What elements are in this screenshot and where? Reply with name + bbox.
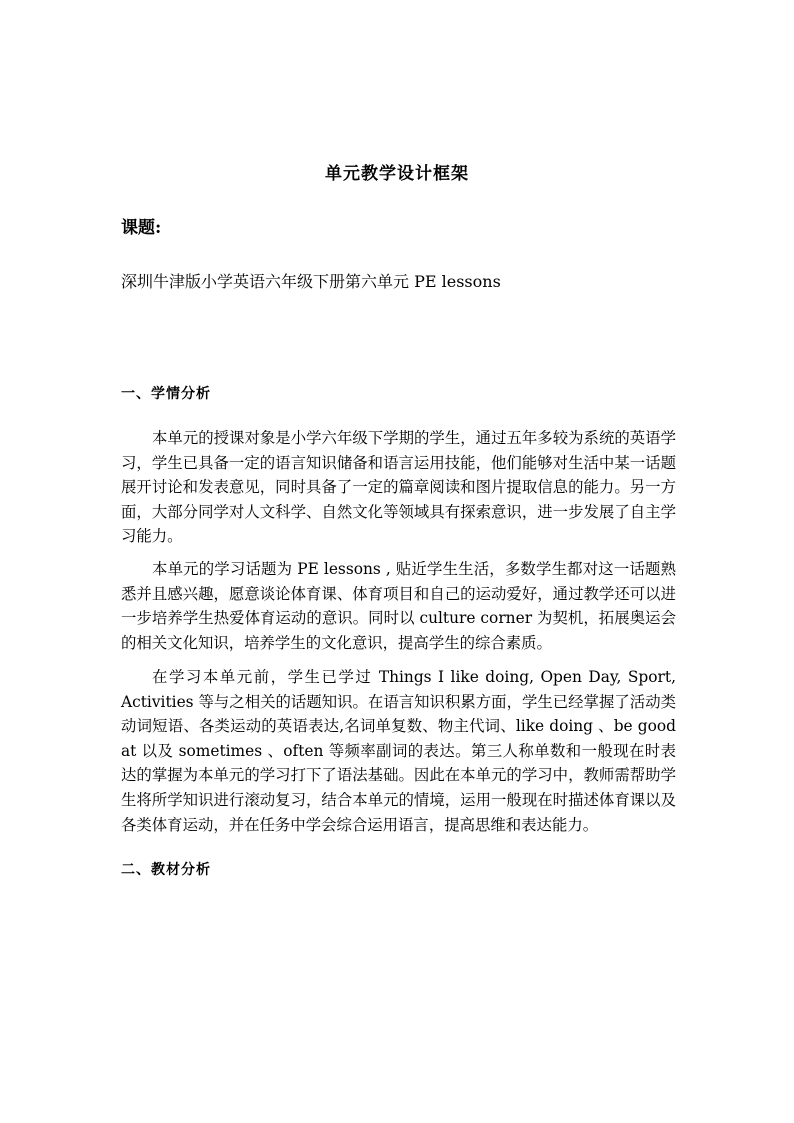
topic-text: 深圳牛津版小学英语六年级下册第六单元 PE lessons — [121, 272, 501, 291]
page-title: 单元教学设计框架 — [325, 164, 469, 184]
paragraph: 在学习本单元前，学生已学过 Things I like doing, Open Day, Sport, Activities 等与之相关的话题知识。在语言知识积累方面，学生已经掌握了活动类动词短语、各类运动的英语表达,名词单复数、物主代词、like doing 、be good at 以及 sometimes 、often 等频率副词的表达。第三人称单数和一般现在时表达的掌握为本单元的学习打下了语法基础。因此在本单元的学习中，教师需帮助学生将所学知识进行滚动复习，结合本单元的情境，运用一般现在时描述体育课以及各类体育运动，并在任务中学会综合运用语言，提高思维和表达能力。 — [121, 668, 676, 834]
topic-label: 课题: — [121, 218, 162, 238]
section-heading-textbook-analysis: 二、教材分析 — [121, 862, 211, 878]
paragraph: 本单元的授课对象是小学六年级下学期的学生，通过五年多较为系统的英语学习，学生已具备一定的语言知识储备和语言运用技能，他们能够对生活中某一话题展开讨论和发表意见，同时具备了一定的篇章阅读和图片提取信息的能力。另一方面，大部分同学对人文科学、自然文化等领域具有探索意识，进一步发展了自主学习能力。 — [121, 429, 676, 546]
paragraph: 本单元的学习话题为 PE lessons , 贴近学生生活，多数学生都对这一话题熟悉并且感兴趣，愿意谈论体育课、体育项目和自己的运动爱好，通过教学还可以进一步培养学生热爱体育运动的意识。同时以 culture corner 为契机，拓展奥运会的相关文化知识，培养学生的文化意识，提高学生的综合素质。 — [121, 560, 676, 652]
section-heading-learner-analysis: 一、学情分析 — [121, 386, 211, 402]
